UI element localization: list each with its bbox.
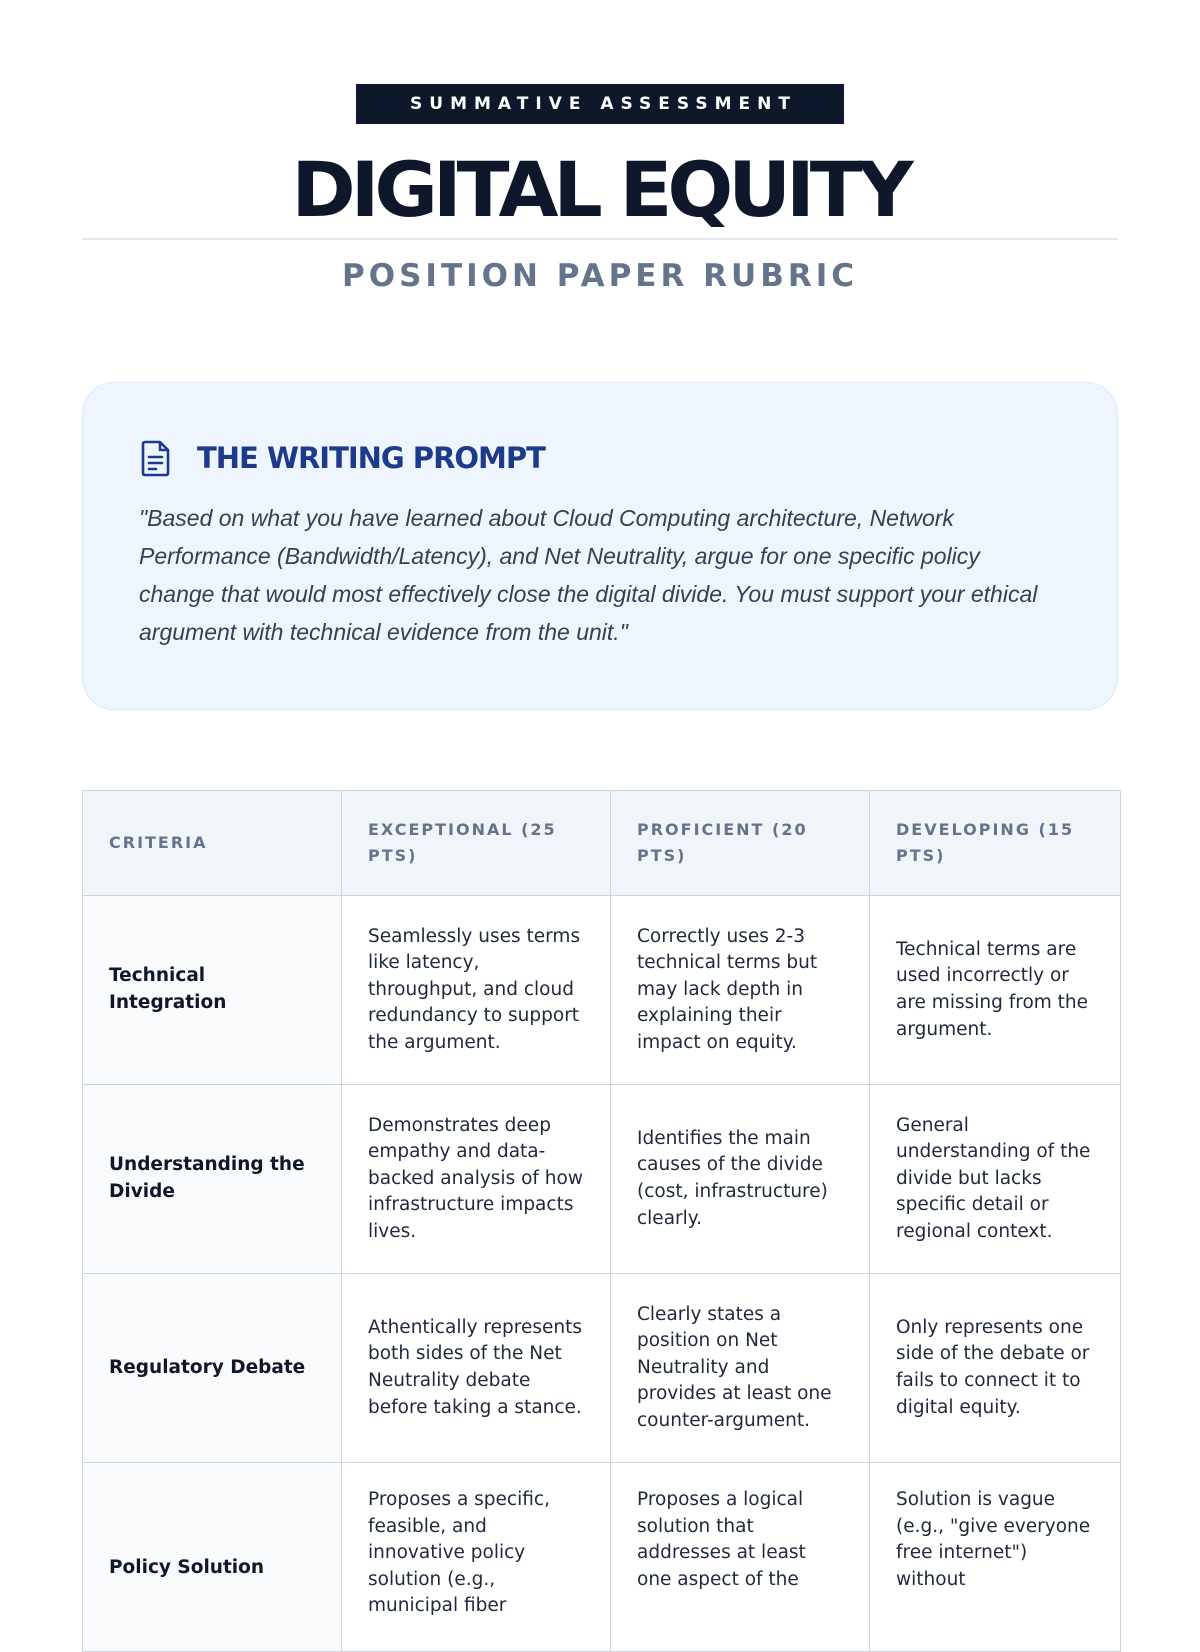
- table-row: [83, 1274, 1121, 1463]
- table-row: [83, 1463, 1121, 1652]
- assessment-badge: SUMMATIVE ASSESSMENT: [356, 84, 844, 124]
- criteria-cell: Regulatory Debate: [83, 1274, 342, 1463]
- prompt-title: THE WRITING PROMPT: [197, 441, 545, 475]
- title-divider: [82, 238, 1118, 240]
- page-subtitle: POSITION PAPER RUBRIC: [342, 258, 858, 294]
- exceptional-cell: Seamlessly uses terms like latency, throughput, and cloud redundancy to support the argument.: [342, 896, 611, 1085]
- criteria-cell: Technical Integration: [83, 896, 342, 1085]
- exceptional-cell: Demonstrates deep empathy and data-backed analysis of how infrastructure impacts lives.: [342, 1085, 611, 1274]
- column-header-exceptional: EXCEPTIONAL (25 PTS): [342, 791, 611, 896]
- proficient-cell: Clearly states a position on Net Neutrality and provides at least one counter-argument.: [611, 1274, 870, 1463]
- column-header-criteria: CRITERIA: [83, 791, 342, 896]
- rubric-table: [82, 790, 1121, 1652]
- exceptional-cell: Proposes a specific, feasible, and innovative policy solution (e.g., municipal fiber: [342, 1463, 611, 1652]
- developing-cell: General understanding of the divide but lacks specific detail or regional context.: [870, 1085, 1121, 1274]
- criteria-cell: Understanding the Divide: [83, 1085, 342, 1274]
- prompt-text: "Based on what you have learned about Cloud Computing architecture, Network Performance (Bandwidth/Latency), and Net Neutrality, argue for one specific policy change that would most effectively close the digital divide. You must support your ethical argument with technical evidence from the unit.": [139, 505, 1038, 645]
- proficient-cell: Proposes a logical solution that addresses at least one aspect of the: [611, 1463, 870, 1652]
- column-header-developing: DEVELOPING (15 PTS): [870, 791, 1121, 896]
- proficient-cell: Identifies the main causes of the divide (cost, infrastructure) clearly.: [611, 1085, 870, 1274]
- developing-cell: Technical terms are used incorrectly or are missing from the argument.: [870, 896, 1121, 1085]
- developing-cell: Only represents one side of the debate or fails to connect it to digital equity.: [870, 1274, 1121, 1463]
- writing-prompt-card: [82, 382, 1118, 710]
- developing-cell: Solution is vague (e.g., "give everyone free internet") without: [870, 1463, 1121, 1652]
- table-row: [83, 1085, 1121, 1274]
- page-header: [82, 0, 1118, 296]
- column-header-proficient: PROFICIENT (20 PTS): [611, 791, 870, 896]
- proficient-cell: Correctly uses 2-3 technical terms but may lack depth in explaining their impact on equity.: [611, 896, 870, 1085]
- page-title: DIGITAL EQUITY: [291, 145, 909, 234]
- document-icon: [139, 439, 173, 477]
- criteria-cell: Policy Solution: [83, 1463, 342, 1652]
- exceptional-cell: Athentically represents both sides of the Net Neutrality debate before taking a stance.: [342, 1274, 611, 1463]
- prompt-heading: [139, 439, 1061, 477]
- rubric-header-row: [83, 791, 1121, 896]
- table-row: [83, 896, 1121, 1085]
